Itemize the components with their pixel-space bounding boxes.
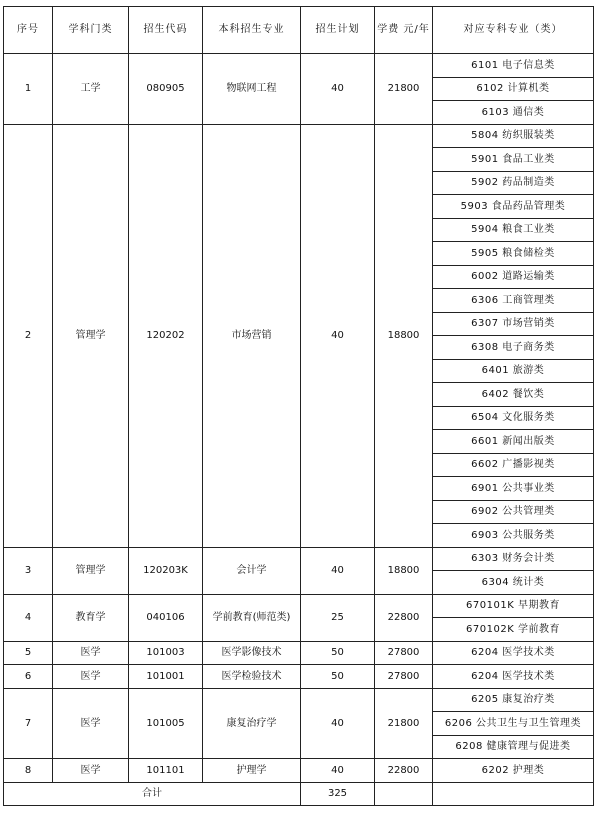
table-row xyxy=(4,641,594,665)
row-seq: 5 xyxy=(4,641,53,665)
row-specialty: 5903 食品药品管理类 xyxy=(433,195,594,219)
total-row xyxy=(4,782,594,806)
row-plan: 40 xyxy=(301,124,375,547)
row-major: 学前教育(师范类) xyxy=(203,594,301,641)
table-row xyxy=(4,547,594,571)
row-specialty: 5905 粮食储检类 xyxy=(433,242,594,266)
header-plan: 招生计划 xyxy=(301,7,375,54)
row-specialty: 6602 广播影视类 xyxy=(433,453,594,477)
total-label: 合计 xyxy=(4,782,301,806)
row-plan: 40 xyxy=(301,759,375,783)
row-specialty: 6101 电子信息类 xyxy=(433,54,594,78)
row-specialty: 6902 公共管理类 xyxy=(433,500,594,524)
row-fee: 21800 xyxy=(375,688,433,759)
row-plan: 40 xyxy=(301,547,375,594)
enrollment-table xyxy=(3,6,594,806)
table-body xyxy=(4,54,594,806)
row-specialty: 6204 医学技术类 xyxy=(433,665,594,689)
header-specialty: 对应专科专业（类） xyxy=(433,7,594,54)
row-specialty: 6401 旅游类 xyxy=(433,359,594,383)
total-plan: 325 xyxy=(301,782,375,806)
row-code: 040106 xyxy=(129,594,203,641)
header-fee: 学费 元/年 xyxy=(375,7,433,54)
row-code: 120202 xyxy=(129,124,203,547)
row-specialty: 5804 纺织服装类 xyxy=(433,124,594,148)
row-major: 康复治疗学 xyxy=(203,688,301,759)
row-specialty: 670102K 学前教育 xyxy=(433,618,594,642)
row-plan: 50 xyxy=(301,641,375,665)
row-category: 教育学 xyxy=(53,594,129,641)
row-seq: 4 xyxy=(4,594,53,641)
row-specialty: 6002 道路运输类 xyxy=(433,265,594,289)
row-specialty: 5901 食品工业类 xyxy=(433,148,594,172)
header-seq: 序号 xyxy=(4,7,53,54)
row-specialty: 6601 新闻出版类 xyxy=(433,430,594,454)
header-major: 本科招生专业 xyxy=(203,7,301,54)
row-specialty: 6205 康复治疗类 xyxy=(433,688,594,712)
row-category: 管理学 xyxy=(53,124,129,547)
row-major: 医学检验技术 xyxy=(203,665,301,689)
row-specialty: 6303 财务会计类 xyxy=(433,547,594,571)
row-major: 护理学 xyxy=(203,759,301,783)
row-specialty: 5902 药品制造类 xyxy=(433,171,594,195)
row-seq: 2 xyxy=(4,124,53,547)
row-code: 101003 xyxy=(129,641,203,665)
row-plan: 50 xyxy=(301,665,375,689)
row-seq: 1 xyxy=(4,54,53,125)
row-specialty: 6901 公共事业类 xyxy=(433,477,594,501)
row-specialty: 6202 护理类 xyxy=(433,759,594,783)
row-specialty: 6304 统计类 xyxy=(433,571,594,595)
table-row xyxy=(4,759,594,783)
row-specialty: 6206 公共卫生与卫生管理类 xyxy=(433,712,594,736)
row-specialty: 6903 公共服务类 xyxy=(433,524,594,548)
row-specialty: 6504 文化服务类 xyxy=(433,406,594,430)
row-code: 120203K xyxy=(129,547,203,594)
row-specialty: 6306 工商管理类 xyxy=(433,289,594,313)
row-plan: 40 xyxy=(301,54,375,125)
row-major: 市场营销 xyxy=(203,124,301,547)
row-specialty: 6308 电子商务类 xyxy=(433,336,594,360)
row-code: 101005 xyxy=(129,688,203,759)
row-fee: 22800 xyxy=(375,594,433,641)
table-row xyxy=(4,124,594,148)
row-category: 管理学 xyxy=(53,547,129,594)
row-seq: 7 xyxy=(4,688,53,759)
row-fee: 18800 xyxy=(375,547,433,594)
row-major: 会计学 xyxy=(203,547,301,594)
row-plan: 40 xyxy=(301,688,375,759)
row-specialty: 6402 餐饮类 xyxy=(433,383,594,407)
total-fee-empty xyxy=(375,782,433,806)
row-major: 医学影像技术 xyxy=(203,641,301,665)
row-plan: 25 xyxy=(301,594,375,641)
row-specialty: 5904 粮食工业类 xyxy=(433,218,594,242)
row-category: 医学 xyxy=(53,641,129,665)
row-specialty: 6204 医学技术类 xyxy=(433,641,594,665)
row-specialty: 6307 市场营销类 xyxy=(433,312,594,336)
row-fee: 27800 xyxy=(375,665,433,689)
row-fee: 21800 xyxy=(375,54,433,125)
row-category: 工学 xyxy=(53,54,129,125)
table-row xyxy=(4,54,594,78)
row-specialty: 6103 通信类 xyxy=(433,101,594,125)
header-category: 学科门类 xyxy=(53,7,129,54)
row-category: 医学 xyxy=(53,759,129,783)
row-category: 医学 xyxy=(53,688,129,759)
row-specialty: 6208 健康管理与促进类 xyxy=(433,735,594,759)
row-seq: 3 xyxy=(4,547,53,594)
header-code: 招生代码 xyxy=(129,7,203,54)
header-row xyxy=(4,7,594,54)
table-row xyxy=(4,688,594,712)
table-row xyxy=(4,594,594,618)
row-major: 物联网工程 xyxy=(203,54,301,125)
row-seq: 8 xyxy=(4,759,53,783)
row-fee: 22800 xyxy=(375,759,433,783)
row-specialty: 6102 计算机类 xyxy=(433,77,594,101)
total-specialty-empty xyxy=(433,782,594,806)
row-specialty: 670101K 早期教育 xyxy=(433,594,594,618)
table-row xyxy=(4,665,594,689)
row-category: 医学 xyxy=(53,665,129,689)
row-fee: 18800 xyxy=(375,124,433,547)
row-seq: 6 xyxy=(4,665,53,689)
row-code: 101001 xyxy=(129,665,203,689)
row-code: 101101 xyxy=(129,759,203,783)
row-code: 080905 xyxy=(129,54,203,125)
row-fee: 27800 xyxy=(375,641,433,665)
